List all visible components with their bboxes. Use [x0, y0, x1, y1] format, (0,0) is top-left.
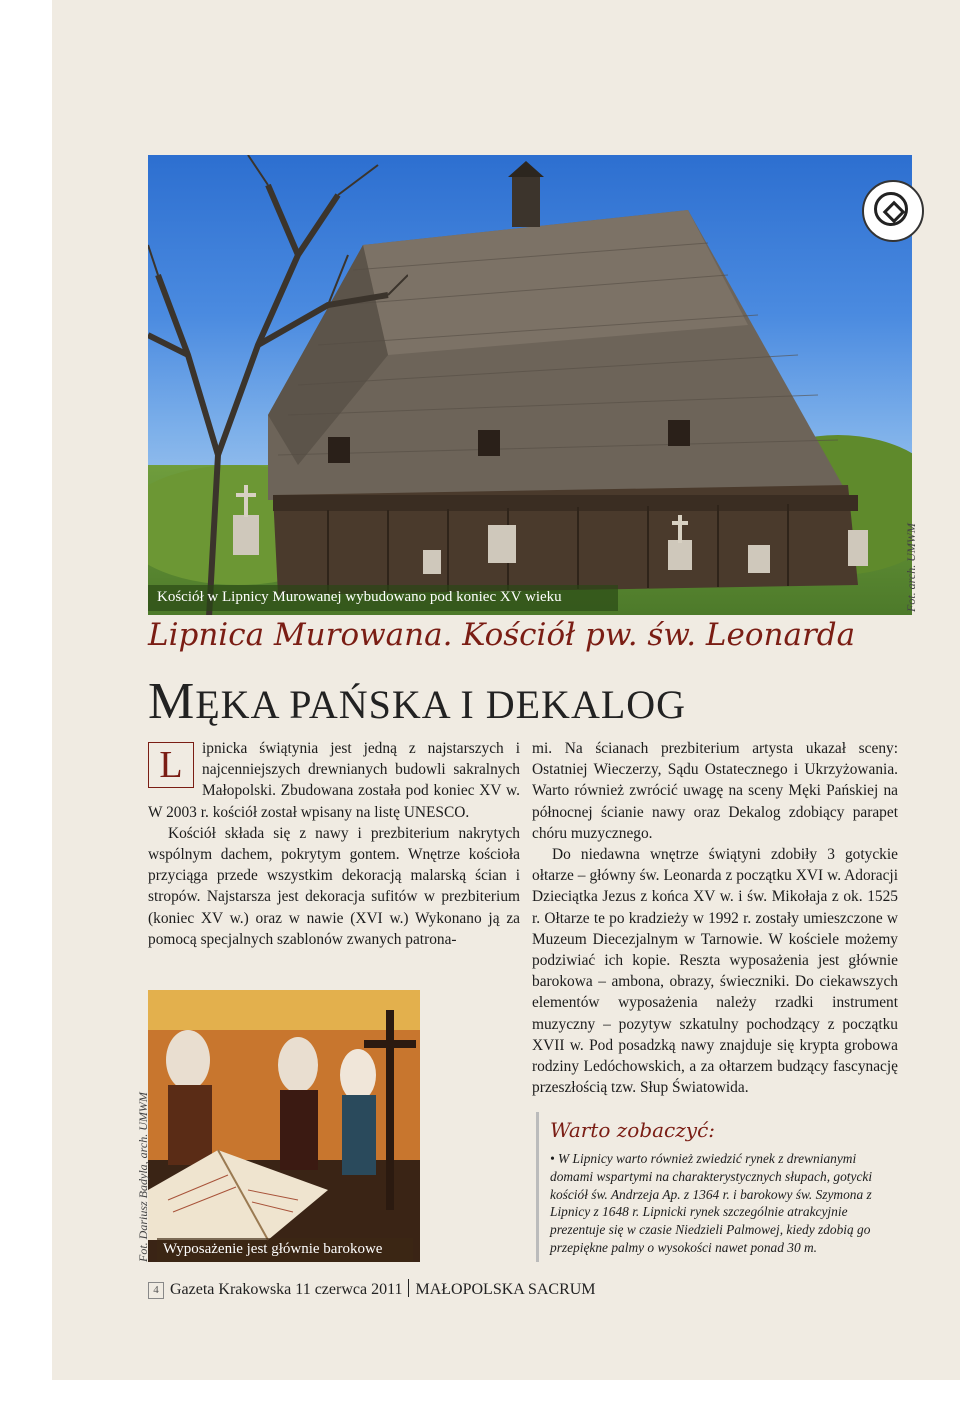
article-column-left — [148, 738, 520, 950]
interior-photo — [148, 990, 420, 1262]
interior-photo-caption: Wyposażenie jest głównie barokowe — [163, 1241, 383, 1257]
article-headline — [148, 672, 686, 731]
article-paragraph — [148, 738, 520, 823]
interior-illustration — [148, 990, 420, 1262]
church-photo — [148, 155, 912, 615]
footer-separator — [408, 1279, 409, 1297]
article-column-right — [532, 738, 898, 1098]
tree — [148, 155, 408, 615]
interior-photo-credit: Fot. Dariusz Badyla, arch. UMWM — [136, 1092, 150, 1262]
issue-date: 11 czerwca 2011 — [295, 1281, 403, 1298]
photo-credit: Fot. arch. UMWM — [904, 523, 918, 612]
article-kicker: Lipnica Murowana. Kościół pw. św. Leonarda — [148, 617, 856, 653]
headline-rest: ĘKA PAŃSKA I DEKALOG — [195, 682, 687, 727]
article-paragraph: mi. Na ścianach prezbiterium artysta ukazał sceny: Ostatniej Wieczerzy, Sądu Ostatecznego i Ukrzyżowania. Warto również zwrócić uwagę na sceny Męki Pańskiej na północnej ścianie nawy oraz Dekalog zdobiący parapet chóru muzycznego. — [532, 740, 898, 842]
page-footer — [148, 1279, 596, 1299]
section-name: MAŁOPOLSKA SACRUM — [415, 1281, 596, 1298]
unesco-heritage-logo — [862, 180, 924, 242]
newspaper-name: Gazeta Krakowska — [170, 1281, 292, 1298]
photo-caption: Kościół w Lipnicy Murowanej wybudowano pod koniec XV wieku — [157, 589, 562, 605]
headline-initial: M — [148, 673, 196, 730]
article-paragraph: Do niedawna wnętrze świątyni zdobiły 3 gotyckie ołtarze – główny św. Leonarda z początku XVI w. Adoracji Dzieciątka Jezus z końca XV w. i św. Mikołaja z ok. 1525 r. Ołtarze te po kradzieży w 1992 r. zostały umieszczone w Muzeum Diecezjalnym w Tarnowie. W kościele możemy podziwiać ich kopie. Reszta wyposażenia jest głównie barokowa – ambona, obrazy, świeczniki. Do ciekawszych elementów wyposażenia należy rzadki instrument muzyczny – pozytyw szkatulny pochodzący z początku XVII w. Pod posadzką nawy znajduje się krypta grobowa rodziny Ledóchowskich, a za ołtarzem budzący fascynację przeszłością tzw. Słup Światowida. — [532, 846, 898, 1097]
paragraph-text: ipnicka świątynia jest jedną z najstarszych i najcenniejszych drewnianych budowli sakralnych Małopolski. Zbudowana została pod koniec XV w. W 2003 r. kościół został wpisany na listę UNESCO. — [148, 740, 520, 821]
sidebar-title: Warto zobaczyć: — [550, 1118, 716, 1142]
dropcap: L — [148, 742, 194, 788]
sidebar-text: • W Lipnicy warto również zwiedzić rynek z drewnianymi domami wspartymi na charakterystycznych słupach, gotycki kościół św. Andrzeja Ap. z 1364 r. i barokowy św. Szymona z Lipnicy z 1648 r. Lipnicki rynek szczególnie atrakcyjnie prezentuje się w czasie Niedzieli Palmowej, kiedy zdobią go przepiękne palmy o wysokości nawet ponad 30 m. — [550, 1151, 873, 1255]
sidebar-rule — [536, 1112, 539, 1262]
page-number: 4 — [148, 1282, 164, 1299]
article-paragraph: Kościół składa się z nawy i prezbiterium nakrytych wspólnym dachem, pokrytym gontem. Wnętrze kościoła przyciąga przede wszystkim dekoracją malarską ścian i stropów. Najstarsza jest dekoracja sufitów w prezbiterium (koniec XV w.) oraz w nawie (XVI w.) Wykonano ją za pomocą specjalnych szablonów zwanych patrona- — [148, 824, 520, 948]
